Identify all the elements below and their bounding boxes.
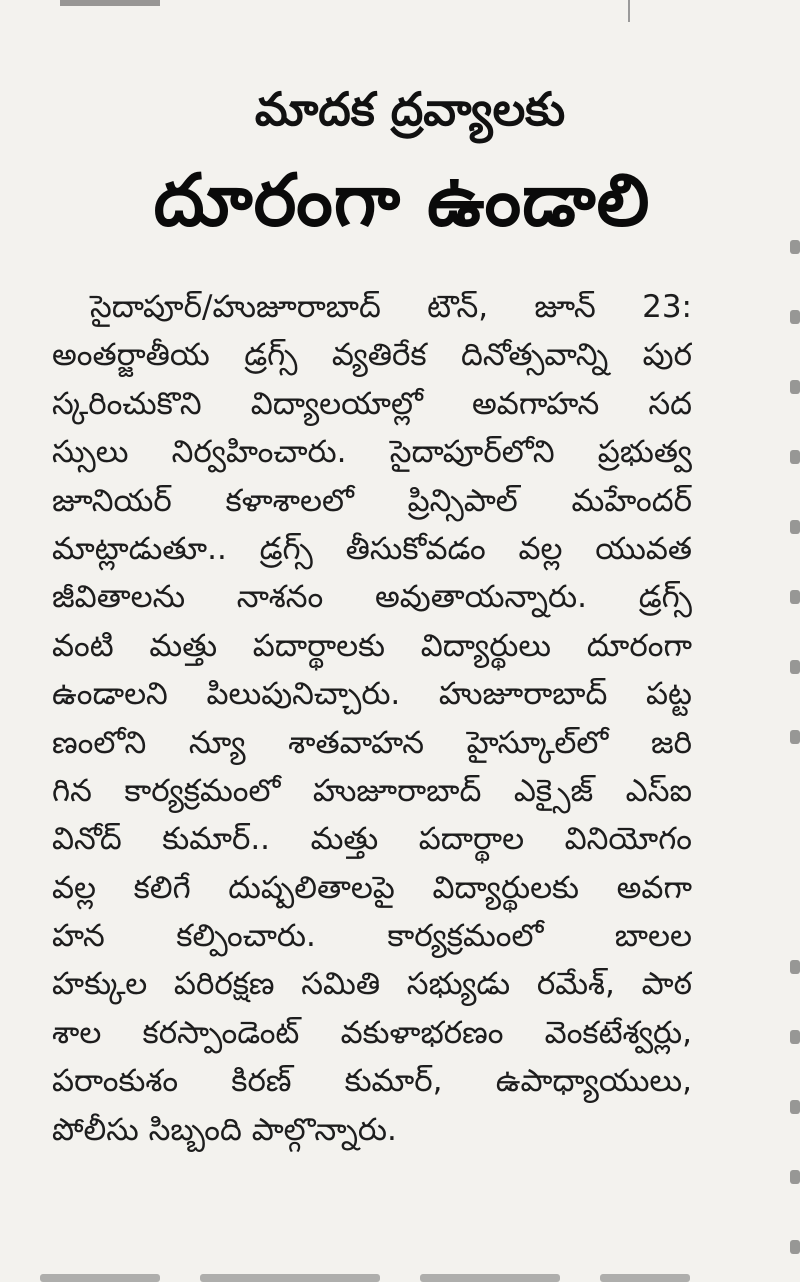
text-fragment: [790, 380, 800, 394]
text-fragment: [790, 1240, 800, 1254]
next-article-fragment: [40, 1272, 700, 1282]
text-fragment: [790, 590, 800, 604]
article-line: పరాంకుశం కిరణ్ కుమార్, ఉపాధ్యాయులు,: [52, 1063, 692, 1100]
text-fragment: [790, 730, 800, 744]
article-line: హన కల్పించారు. కార్యక్రమంలో బాలల: [52, 918, 692, 955]
text-fragment: [790, 660, 800, 674]
article-line: ఉండాలని పిలుపునిచ్చారు. హుజూరాబాద్ పట్ట: [52, 676, 692, 713]
article-line: శాల కరస్పాండెంట్ వకుళాభరణం వెంకటేశ్వర్లు,: [52, 1014, 692, 1051]
article-line: గిన కార్యక్రమంలో హుజూరాబాద్ ఎక్సైజ్ ఎస్ఐ: [52, 772, 692, 809]
text-fragment: [790, 520, 800, 534]
article-line: జీవితాలను నాశనం అవుతాయన్నారు. డ్రగ్స్: [52, 579, 692, 616]
text-fragment: [790, 960, 800, 974]
text-fragment: [790, 1100, 800, 1114]
text-fragment: [790, 1030, 800, 1044]
article-line: స్సులు నిర్వహించారు. సైదాపూర్‌లోని ప్రభుత్వ: [52, 434, 692, 471]
adjacent-column-fragment: [786, 230, 800, 1282]
text-fragment: [200, 1274, 380, 1282]
text-fragment: [790, 240, 800, 254]
article-line: అంతర్జాతీయ డ్రగ్స్ వ్యతిరేక దినోత్సవాన్ని పుర: [52, 337, 692, 374]
text-fragment: [40, 1274, 160, 1282]
article-line: జూనియర్ కళాశాలలో ప్రిన్సిపాల్ మహేందర్: [52, 482, 692, 519]
column-rule: [628, 0, 630, 22]
article-line: ణంలోని న్యూ శాతవాహన హైస్కూల్‌లో జరి: [52, 724, 692, 761]
article-line: వల్ల కలిగే దుష్పలితాలపై విద్యార్థులకు అవగా: [52, 869, 692, 906]
text-fragment: [790, 1170, 800, 1184]
article-line: హక్కుల పరిరక్షణ సమితి సభ్యుడు రమేశ్, పాఠ: [52, 966, 692, 1003]
text-fragment: [600, 1274, 690, 1282]
article-line-last: పోలీసు సిబ్బంది పాల్గొన్నారు.: [52, 1111, 397, 1148]
article-line: స్కరించుకొని విద్యాలయాల్లో అవగాహన సద: [52, 385, 692, 422]
adjacent-clipping-fragment: [60, 0, 160, 6]
article-body: [52, 283, 692, 1154]
article-line: వంటి మత్తు పదార్థాలకు విద్యార్థులు దూరంగా: [52, 627, 692, 664]
text-fragment: [420, 1274, 560, 1282]
headline-line-1: మాదక ద్రవ్యాలకు: [254, 82, 566, 136]
text-fragment: [790, 450, 800, 464]
headline-line-2: దూరంగా ఉండాలి: [153, 158, 651, 242]
article-line: మాట్లాడుతూ.. డ్రగ్స్ తీసుకోవడం వల్ల యువత: [52, 530, 692, 567]
article-dateline: సైదాపూర్/హుజూరాబాద్ టౌన్, జూన్ 23:: [90, 289, 692, 325]
article-line: వినోద్ కుమార్.. మత్తు పదార్థాల వినియోగం: [52, 821, 692, 858]
text-fragment: [790, 310, 800, 324]
